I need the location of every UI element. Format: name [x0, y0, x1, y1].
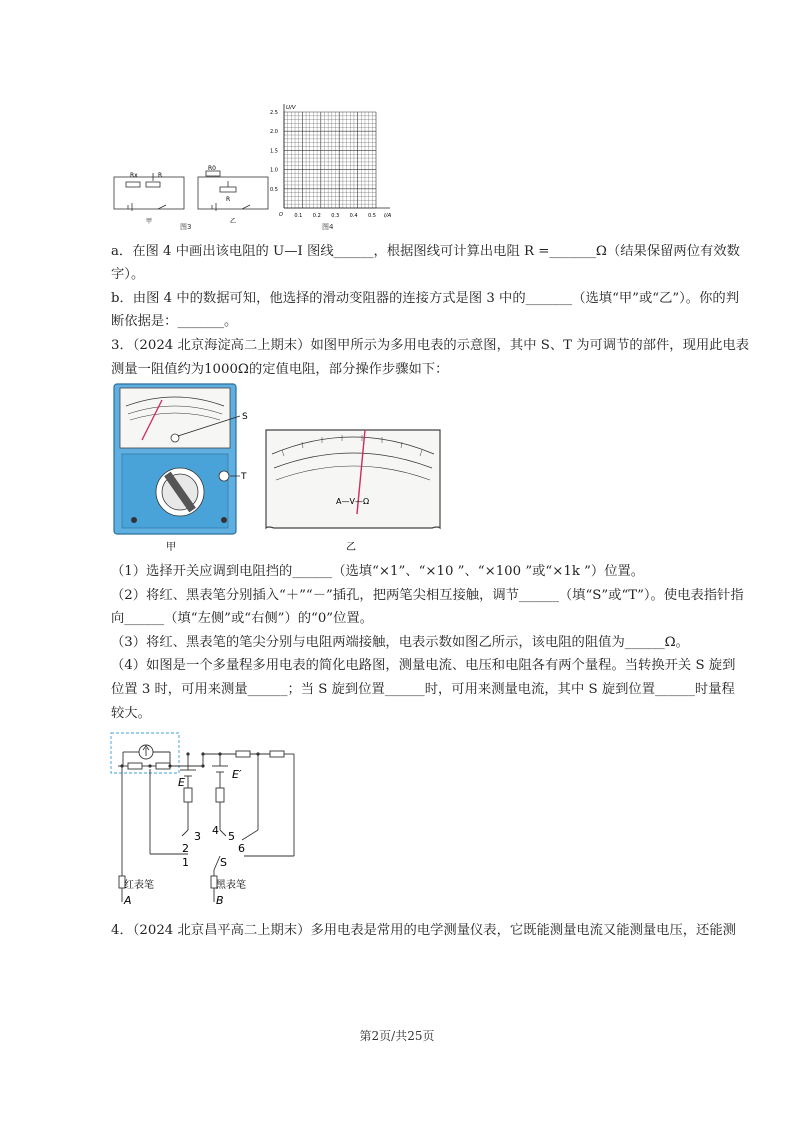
- black-probe-label: 黑表笔: [216, 880, 246, 891]
- label-E: E: [178, 776, 185, 789]
- x-tick-label: 0.2: [312, 213, 321, 219]
- pos-5: 5: [228, 830, 235, 843]
- x-axis-label: I/A: [384, 213, 392, 219]
- y-tick-label: 0.5: [270, 186, 278, 193]
- x-tick-label: 0.5: [368, 213, 376, 219]
- label-B: B: [216, 894, 224, 907]
- question-3-line-2: 测量一阻值约为1000Ω的定值电阻，部分操作步骤如下：: [111, 362, 449, 377]
- red-probe-label: 红表笔: [124, 880, 154, 891]
- text-line-b1: b．由图 4 中的数据可知，他选择的滑动变阻器的连接方式是图 3 中的_______（选填“甲”或“乙”）。你的判: [111, 291, 739, 306]
- label-T: T: [241, 472, 247, 482]
- step-4-line-c: 较大。: [111, 706, 151, 721]
- pos-2: 2: [182, 842, 189, 855]
- x-tick-label: 0.3: [331, 213, 340, 219]
- step-4-line-a: （4）如图是一个多量程多用电表的简化电路图，测量电流、电压和电阻各有两个量程。当转换开关 S 旋到: [111, 658, 736, 673]
- label-yi: 乙: [346, 542, 356, 553]
- x-tick-label: 0.4: [349, 213, 358, 219]
- y-tick-label: 1.0: [270, 167, 278, 174]
- label-jia: 甲: [166, 542, 176, 553]
- figure-4-caption: 图4: [322, 223, 334, 231]
- origin-label: O: [279, 212, 283, 218]
- question-3-line-1: 3．（2024 北京海淀高二上期末）如图甲所示为多用电表的示意图，其中 S、T 为可调节的部件，现用此电表: [111, 338, 750, 353]
- fig3-r-label-b: R: [226, 196, 231, 203]
- fig3-r0-label: R0: [208, 165, 216, 172]
- label-S-switch: S: [220, 856, 227, 869]
- label-E-prime: E′: [232, 768, 242, 781]
- text-line-b2: 断依据是：_______。: [111, 314, 238, 329]
- pos-4: 4: [212, 824, 219, 837]
- multimeter-circuit-diagram: [108, 730, 308, 912]
- figure-4-grid: [268, 104, 398, 226]
- step-4-line-b: 位置 3 时，可用来测量______；当 S 旋到位置______时，可用来测量电流，其中 S 旋到位置______时量程: [111, 682, 735, 697]
- text-line-a2: 字）。: [111, 267, 145, 282]
- y-tick-label: 2.5: [270, 110, 278, 116]
- pos-3: 3: [194, 830, 201, 843]
- step-2-line-b: 向______（填“左侧”或“右侧”）的“0”位置。: [111, 611, 373, 626]
- step-3-line: （3）将红、黑表笔的笔尖分别与电阻两端接触，电表示数如图乙所示，该电阻的阻值为______Ω。: [111, 635, 689, 650]
- fig3-rx-label: Rx: [130, 172, 138, 179]
- pos-6: 6: [238, 842, 245, 855]
- x-tick-label: 0.1: [294, 213, 303, 219]
- figure-3-caption: 图3: [180, 223, 192, 231]
- fig3-yi-label: 乙: [230, 218, 237, 225]
- label-A: A: [124, 894, 132, 907]
- text-line-a1: a．在图 4 中画出该电阻的 U—I 图线______，根据图线可计算出电阻 R =_______Ω（结果保留两位有效数: [111, 244, 740, 259]
- page-footer: 第2页/共25页: [359, 1029, 435, 1043]
- y-tick-label: 1.5: [270, 148, 278, 155]
- question-4-line: 4．（2024 北京昌平高二上期末）多用电表是常用的电学测量仪表，它既能测量电流又能测量电压，还能测: [111, 923, 736, 938]
- dial-label: A—V—Ω: [336, 497, 370, 506]
- y-tick-label: 2.0: [270, 129, 278, 136]
- multimeter-jia-figure: [112, 382, 254, 554]
- label-S: S: [242, 412, 248, 422]
- fig3-r-label: R: [158, 172, 163, 179]
- y-axis-label: U/V: [286, 105, 296, 111]
- figure-3-circuits: [108, 165, 278, 227]
- step-1-line: （1）选择开关应调到电阻挡的______（选填“×1”、“×10 ”、“×100 ”或“×1k ”）位置。: [111, 564, 645, 579]
- multimeter-dial-yi-figure: [262, 424, 444, 554]
- step-2-line-a: （2）将红、黑表笔分别插入“＋”“－”插孔，把两笔尖相互接触，调节______（填“S”或“T”）。使电表指针指: [111, 588, 744, 603]
- pos-1: 1: [182, 856, 189, 869]
- fig3-jia-label: 甲: [146, 218, 153, 225]
